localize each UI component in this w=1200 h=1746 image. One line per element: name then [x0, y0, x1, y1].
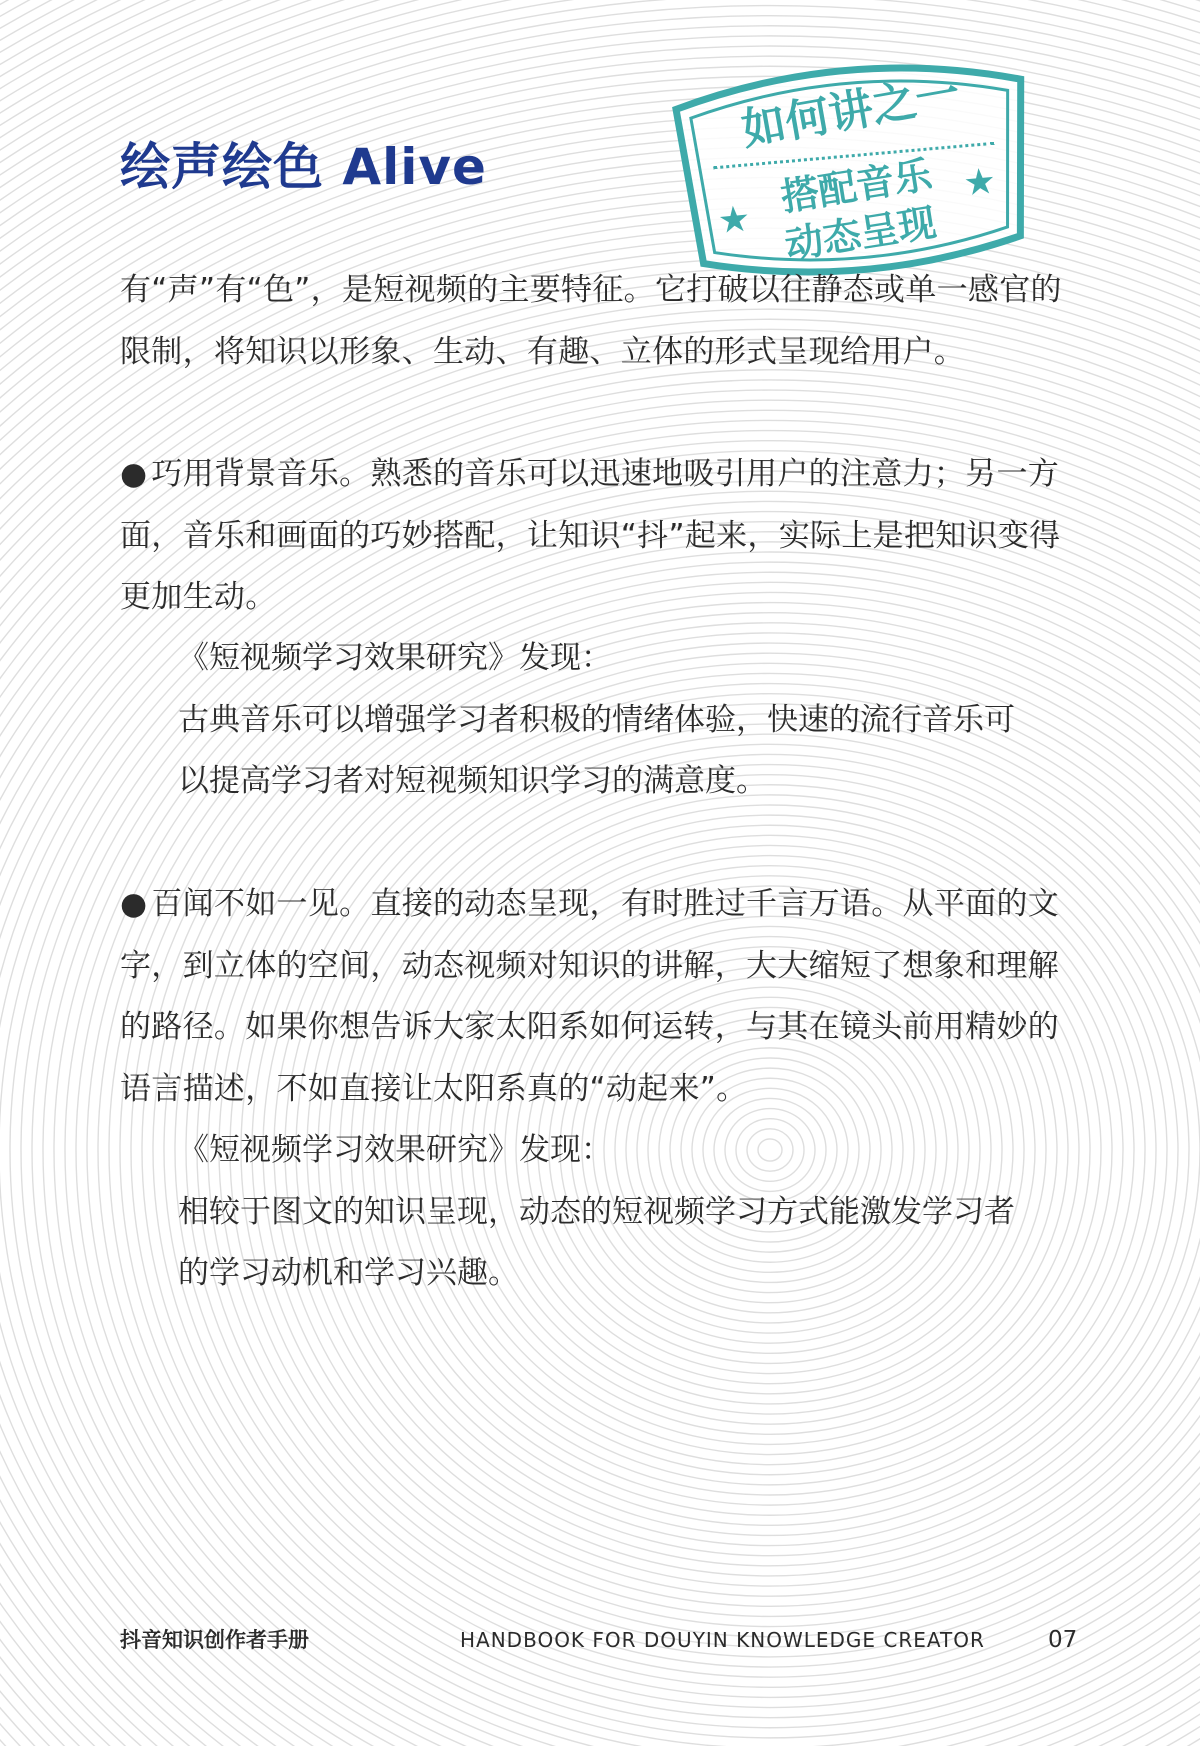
bullet-text-music: 巧用背景音乐。熟悉的音乐可以迅速地吸引用户的注意力；另一方面，音乐和画面的巧妙搭配，让知识“抖”起来，实际上是把知识变得更加生动。	[120, 456, 1061, 615]
quote-source: 《短视频学习效果研究》发现：	[178, 640, 612, 676]
quote-text: 古典音乐可以增强学习者积极的情绪体验，快速的流行音乐可以提高学习者对短视频知识学习的满意度。	[178, 701, 1015, 799]
stamp-line-music: 搭配音乐	[777, 152, 935, 220]
lead-paragraph: 有“声”有“色”，是短视频的主要特征。它打破以往静态或单一感官的限制，将知识以形象、生动、有趣、立体的形式呈现给用户。	[120, 272, 1062, 370]
bullet-paragraph-music	[120, 444, 1080, 629]
stamp-heading: 如何讲之一	[738, 67, 964, 156]
footer-handbook-english: HANDBOOK FOR DOUYIN KNOWLEDGE CREATOR	[460, 1628, 985, 1652]
bullet-text-motion: 百闻不如一见。直接的动态呈现，有时胜过千言万语。从平面的文字，到立体的空间，动态视频对知识的讲解，大大缩短了想象和理解的路径。如果你想告诉大家太阳系如何运转，与其在镜头前用精妙的语言描述，不如直接让太阳系真的“动起来”。	[120, 886, 1060, 1107]
footer-handbook-name: 抖音知识创作者手册	[120, 1628, 309, 1652]
page-number: 07	[1048, 1627, 1078, 1653]
bullet-paragraph-motion	[120, 874, 1080, 1120]
research-quote-motion	[120, 1120, 1080, 1305]
stamp-line-motion: 动态呈现	[782, 200, 940, 268]
bullet-icon: ●	[120, 886, 148, 922]
quote-text: 相较于图文的知识呈现，动态的短视频学习方式能激发学习者的学习动机和学习兴趣。	[178, 1193, 1015, 1291]
research-quote-music	[120, 628, 1080, 813]
bullet-icon: ●	[120, 456, 148, 492]
quote-source: 《短视频学习效果研究》发现：	[178, 1132, 612, 1168]
page-title: 绘声绘色 Alive	[120, 138, 487, 196]
star-icon: ★	[961, 160, 998, 205]
star-icon: ★	[716, 198, 752, 243]
